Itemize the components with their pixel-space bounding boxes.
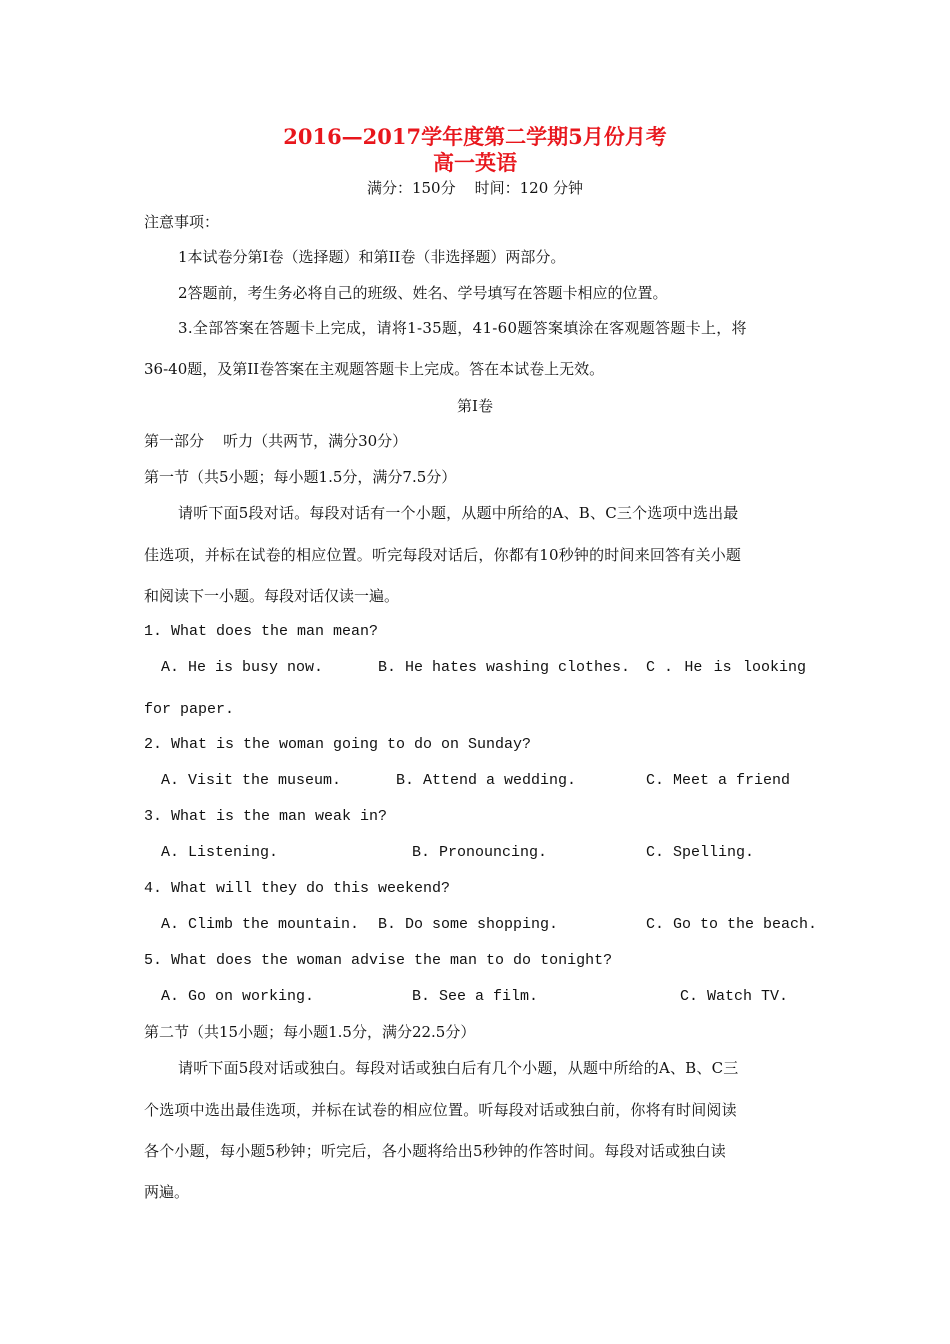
section2-heading: 第二节（共15小题；每小题1.5分，满分22.5分） xyxy=(144,1023,476,1041)
question-1-option-a: A. He is busy now. xyxy=(161,659,324,676)
section2-instruction-line-1: 请听下面5段对话或独白。每段对话或独白后有几个小题，从题中所给的A、B、C三 xyxy=(178,1059,739,1077)
question-1-option-c-word: C . xyxy=(646,659,674,676)
question-3-stem: 3. What is the man weak in? xyxy=(144,808,388,825)
notice-heading: 注意事项： xyxy=(144,213,220,231)
section2-instruction-line-2: 个选项中选出最佳选项，并标在试卷的相应位置。听每段对话或独白前，你将有时间阅读 xyxy=(144,1101,737,1119)
question-1-stem: 1. What does the man mean? xyxy=(144,623,379,640)
question-2-option-c: C. Meet a friend xyxy=(646,772,791,789)
notice-item-2: 2答题前，考生务必将自己的班级、姓名、学号填写在答题卡相应的位置。 xyxy=(178,284,668,302)
section1-instruction-line-1: 请听下面5段对话。每段对话有一个小题，从题中所给的A、B、C三个选项中选出最 xyxy=(178,504,739,522)
volume-title: 第I卷 xyxy=(457,397,493,415)
section2-instruction-line-3: 各个小题，每小题5秒钟；听完后，各小题将给出5秒钟的作答时间。每段对话或独白读 xyxy=(144,1142,726,1160)
exam-title: 2016—2017学年度第二学期5月份月考 xyxy=(283,124,667,149)
question-4-option-a: A. Climb the mountain. xyxy=(161,916,360,933)
section1-instruction-line-2: 佳选项，并标在试卷的相应位置。听完每段对话后，你都有10秒钟的时间来回答有关小题 xyxy=(144,546,742,564)
part1-heading: 第一部分 听力（共两节，满分30分） xyxy=(144,432,408,450)
section1-instruction-line-3: 和阅读下一小题。每段对话仅读一遍。 xyxy=(144,587,400,605)
question-3-option-a: A. Listening. xyxy=(161,844,279,861)
exam-subject: 高一英语 xyxy=(433,150,517,175)
question-5-option-a: A. Go on working. xyxy=(161,988,315,1005)
question-5-option-b: B. See a film. xyxy=(412,988,539,1005)
question-2-option-b: B. Attend a wedding. xyxy=(396,772,577,789)
notice-item-1: 1本试卷分第I卷（选择题）和第II卷（非选择题）两部分。 xyxy=(178,248,566,266)
question-2-stem: 2. What is the woman going to do on Sunday? xyxy=(144,736,532,753)
question-1-option-c-continued: for paper. xyxy=(144,701,235,718)
question-1-option-c xyxy=(646,658,806,678)
notice-item-3-line-2: 36-40题，及第II卷答案在主观题答题卡上完成。答在本试卷上无效。 xyxy=(144,360,605,378)
exam-meta: 满分：150分 时间：120 分钟 xyxy=(366,179,584,197)
question-2-option-a: A. Visit the museum. xyxy=(161,772,342,789)
question-3-option-c: C. Spelling. xyxy=(646,844,755,861)
question-4-stem: 4. What will they do this weekend? xyxy=(144,880,451,897)
question-1-option-c-word: looking xyxy=(742,659,806,676)
question-1-option-b: B. He hates washing clothes. xyxy=(378,659,631,676)
question-1-option-c-word: He xyxy=(684,659,703,676)
question-4-option-c: C. Go to the beach. xyxy=(646,916,818,933)
question-5-stem: 5. What does the woman advise the man to do tonight? xyxy=(144,952,613,969)
question-5-option-c: C. Watch TV. xyxy=(680,988,789,1005)
question-4-option-b: B. Do some shopping. xyxy=(378,916,559,933)
question-1-option-c-word: is xyxy=(713,659,732,676)
question-3-option-b: B. Pronouncing. xyxy=(412,844,548,861)
notice-item-3-text: 3.全部答案在答题卡上完成，请将1-35题，41-60题答案填涂在客观题答题卡上，将 xyxy=(178,319,747,337)
notice-item-3-line-1 xyxy=(178,318,806,338)
section2-instruction-line-4: 两遍。 xyxy=(144,1183,190,1201)
section1-heading: 第一节（共5小题；每小题1.5分，满分7.5分） xyxy=(144,468,457,486)
